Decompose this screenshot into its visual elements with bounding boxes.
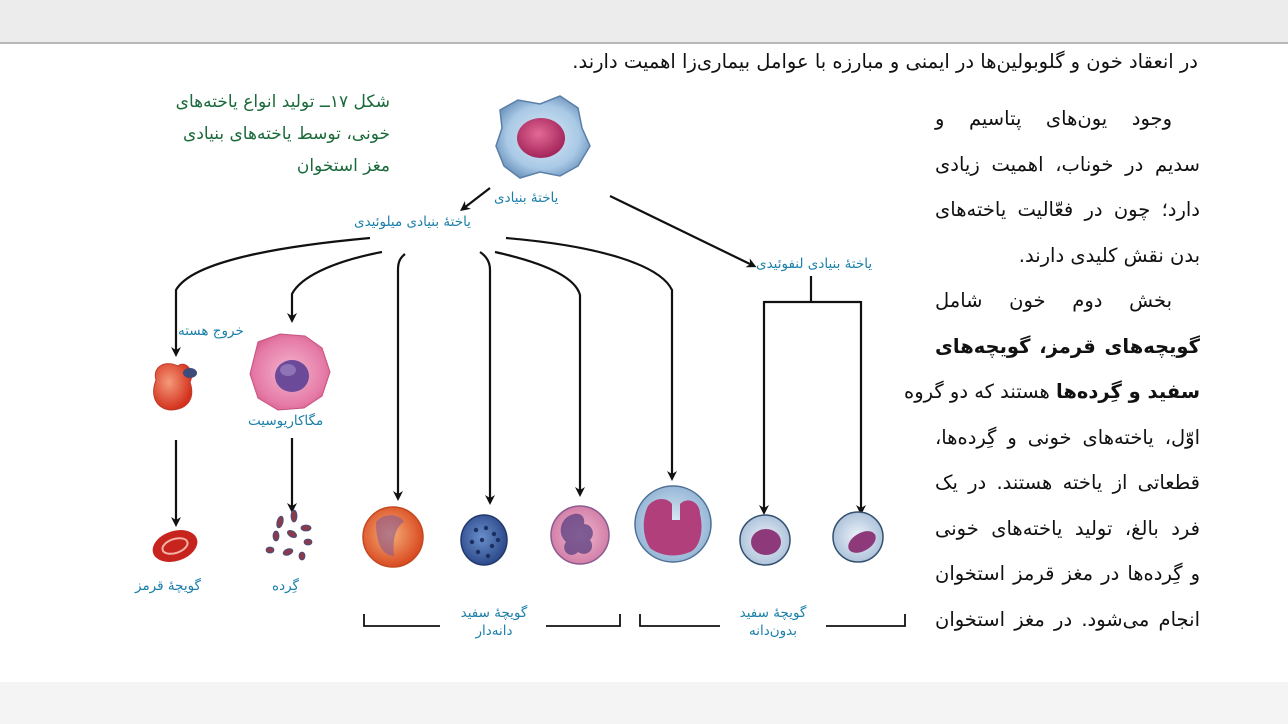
monocyte-image: [635, 486, 711, 562]
group-brackets: [364, 614, 905, 626]
caption-line-1: شکل ۱۷ــ تولید انواع یاخته‌های: [175, 92, 390, 112]
label-nucleus-exit: خروج هسته: [178, 323, 244, 339]
eosinophil-image: [363, 507, 423, 567]
red-blood-cell-image: [148, 525, 201, 568]
basophil-image: [461, 515, 507, 565]
body-line-5: بخش دوم خون شامل: [935, 289, 1172, 312]
stem-cell-image: [496, 96, 590, 178]
label-stem-cell: یاختهٔ بنیادی: [494, 190, 559, 206]
nucleated-red-cell-image: [154, 364, 197, 410]
body-line-3: دارد؛ چون در فعّالیت یاخته‌های: [935, 198, 1200, 221]
lymphocyte-image-1: [740, 515, 790, 565]
body-line-12: انجام می‌شود. در مغز استخوان: [935, 607, 1200, 631]
platelets-image: [266, 510, 312, 560]
label-granular-wbc: [452, 604, 536, 640]
label-agranular-wbc: [730, 604, 816, 640]
top-text-line: در انعقاد خون و گلوبولین‌ها در ایمنی و مبارزه با عوامل بیماری‌زا اهمیت دارند.: [572, 50, 1198, 73]
neutrophil-image: [551, 506, 609, 564]
megakaryocyte-image: [250, 334, 330, 410]
label-red-blood-cell: گویچهٔ قرمز: [135, 578, 201, 594]
body-line-1: وجود یون‌های پتاسیم و: [935, 107, 1172, 130]
label-agranular-wbc-line1: گویچهٔ سفید: [739, 605, 807, 621]
body-line-11: و گِرده‌ها در مغز قرمز استخوان: [935, 562, 1200, 585]
body-line-8: اوّل، یاخته‌های خونی و گِرده‌ها،: [935, 425, 1200, 449]
viewer-bottom-bar: [0, 682, 1288, 724]
body-line-10: فرد بالغ، تولید یاخته‌های خونی: [935, 516, 1200, 540]
bold-term: سفید و گِرده‌ها: [1056, 380, 1200, 403]
label-agranular-wbc-line2: بدون‌دانه: [748, 623, 798, 639]
label-lymphoid-stem-cell: یاختهٔ بنیادی لنفوئیدی: [756, 256, 873, 272]
body-line-7-rest: هستند که دو گروه: [904, 380, 1057, 403]
caption-line-3: مغز استخوان: [296, 156, 390, 176]
label-platelets: گِرده: [272, 578, 299, 594]
body-line-6-bold: گویچه‌های قرمز، گویچه‌های: [935, 334, 1200, 358]
body-line-4: بدن نقش کلیدی دارند.: [1018, 243, 1200, 267]
label-myeloid-stem-cell: یاختهٔ بنیادی میلوئیدی: [354, 214, 471, 230]
label-granular-wbc-line2: دانه‌دار: [475, 623, 513, 639]
caption-line-2: خونی، توسط یاخته‌های بنیادی: [183, 124, 390, 144]
label-megakaryocyte: مگاکاریوسیت: [248, 413, 324, 429]
lymphocyte-image-2: [833, 512, 883, 562]
body-line-2: سدیم در خوناب، اهمیت زیادی: [935, 152, 1200, 176]
label-granular-wbc-line1: گویچهٔ سفید: [460, 605, 528, 621]
body-line-9: قطعاتی از یاخته هستند. در یک: [935, 471, 1200, 494]
